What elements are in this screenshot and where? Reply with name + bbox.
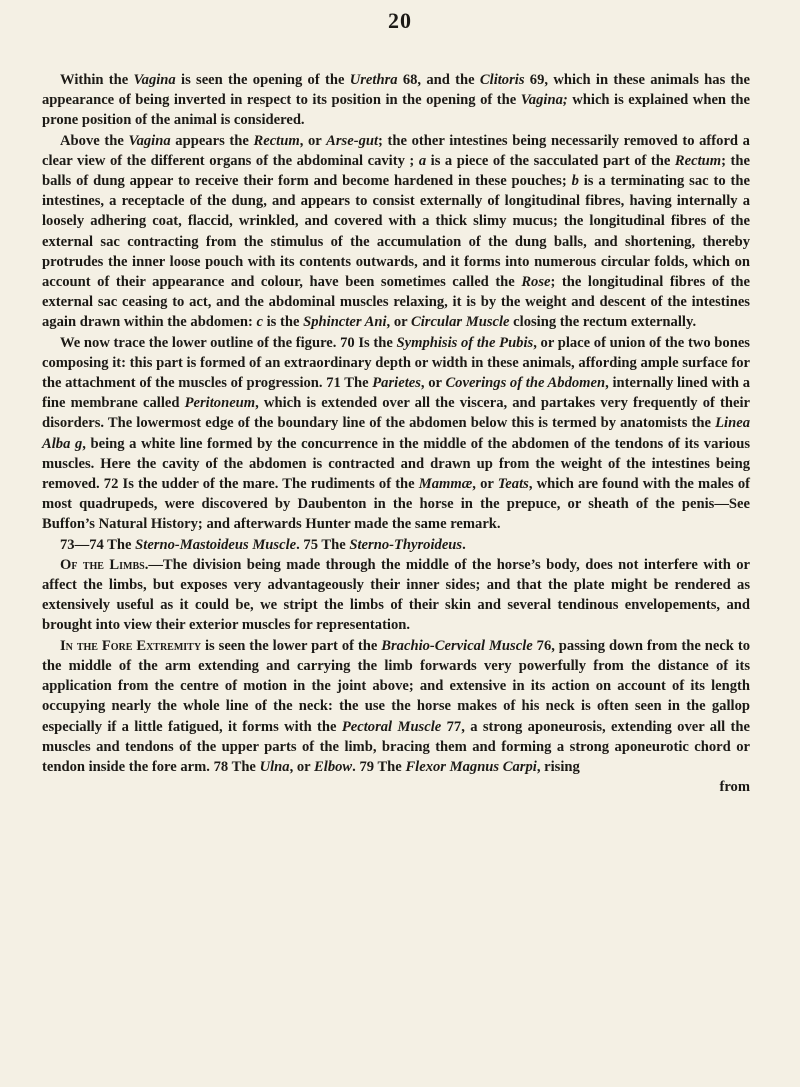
italic-term: Rectum	[253, 132, 300, 149]
italic-term: Sterno-Thyroideus	[349, 536, 463, 553]
text-run: Within the	[60, 72, 134, 88]
catchword: from	[719, 779, 750, 796]
italic-term: Vagina	[133, 72, 176, 88]
text-run: ; the longitudinal fibres of the external sac ceasing to act, and the abdominal muscles relaxing, it is by the weight and descent of the intestines again drawn within the abdomen:	[42, 274, 750, 331]
text-run: closing the rectum externally.	[509, 314, 697, 331]
text-run: is seen the opening of the	[175, 72, 350, 88]
text-run: , or	[289, 758, 315, 775]
text-run: , rising	[536, 758, 580, 775]
italic-term: Elbow	[314, 758, 353, 775]
text-run: Above the	[60, 132, 129, 149]
text-run: , being a white line formed by the concurrence in the middle of the abdomen of the tendons of its various muscles. Here the cavity of the abdomen is contracted and drawn up from the weight of the intestines being removed. 72 Is the udder of the mare. The rudiments of the	[42, 435, 750, 493]
italic-term: Rose	[521, 274, 551, 291]
text-run: ; the other intestines being necessarily removed to afford a clear view of the different organs of the abdominal cavity ;	[42, 132, 750, 169]
italic-term: c	[256, 314, 263, 331]
text-run: 68, and the	[397, 72, 480, 88]
text-run: 77, a strong aponeurosis, extending over all the muscles and tendons of the upper parts of the limb, bracing them and forming a strong aponeurotic chord or tendon inside the fore arm. 78 The	[42, 718, 751, 775]
paragraph	[42, 535, 750, 555]
text-run: , or	[299, 132, 327, 149]
italic-term: Peritoneum	[184, 395, 256, 412]
italic-term: b	[571, 173, 579, 190]
text-run: , which is extended over all the viscera, and partakes very frequently of their disorders. The lowermost edge of the boundary line of the abdomen below this is termed by anatomists the	[42, 395, 750, 432]
italic-term: Mammæ	[418, 476, 473, 493]
section-heading: Of the Limbs	[60, 556, 145, 573]
text-run: 69, which in these animals has the appearance of being inverted in respect to its position in the opening of the	[42, 72, 750, 109]
text-run: . 79 The	[352, 758, 406, 775]
italic-term: Arse-gut	[326, 132, 379, 149]
text-run: , or	[386, 314, 411, 331]
italic-term: Symphisis of the Pubis	[396, 334, 534, 351]
text-run: ; the balls of dung appear to receive their form and become hardened in these pouches;	[42, 152, 750, 190]
italic-term: Ulna	[259, 758, 290, 775]
text-run: .—The division being made through the middle of the horse’s body, does not interfere with or affect the limbs, but exposes very advantageously their inner sides; and that the plate might be rendered as extensively useful as it could be, we stript the limbs of their skin and several tendinous envelopements, and brought into view their exterior muscles for representation.	[42, 556, 751, 634]
paragraph	[42, 636, 750, 777]
italic-term: Flexor Magnus Carpi	[405, 758, 537, 775]
italic-term: Vagina;	[520, 92, 568, 109]
italic-term: Sphincter Ani	[303, 314, 387, 331]
italic-term: Brachio-Cervical Muscle	[381, 637, 533, 654]
italic-term: Coverings of the Abdomen	[445, 375, 606, 392]
text-run: . 75 The	[296, 536, 350, 553]
text-run: , internally lined with a fine membrane called	[42, 375, 751, 412]
italic-term: Vagina	[128, 132, 171, 149]
text-run: , which are found with the males of most quadrupeds, were discovered by Daubenton in the horse in the prepuce, or sheath of the penis—See Buffon’s Natural History; and afterwards Hunter made the same remark.	[42, 476, 750, 533]
text-run: is seen the lower part of the	[201, 637, 382, 654]
text-run: We now trace the lower outline of the figure. 70 Is the	[60, 334, 397, 351]
text-run: is the	[262, 314, 304, 331]
text-run: 73—74 The	[60, 536, 136, 553]
text-run: appears the	[170, 132, 254, 149]
italic-term: Circular Muscle	[410, 314, 510, 331]
text-run: 76, passing down from the neck to the middle of the arm extending and carrying the limb forwards very powerfully from the distance of its application from the centre of motion in the joint above; and extensive in its action on account of its length occupying nearly the whole line of the neck: the use the horse makes of his neck is often seen in the gallop especially if a little fatigued, it forms with the	[42, 637, 750, 735]
page-number: 20	[388, 8, 412, 33]
paragraph	[42, 555, 750, 636]
italic-term: Pectoral Muscle	[341, 718, 442, 735]
body-text	[42, 70, 750, 797]
paragraph	[42, 333, 750, 535]
text-run: , or place of union of the two bones composing it: this part is formed of an extraordinary depth or width in these animals, affording ample surface for the attachment of the muscles of progression. 71 The	[42, 334, 750, 392]
italic-term: Clitoris	[479, 72, 525, 88]
text-run: , or	[420, 375, 446, 392]
italic-term: a	[418, 152, 427, 169]
text-run: which is explained when the prone position of the animal is considered.	[42, 92, 750, 129]
text-run: , or	[472, 476, 498, 493]
paragraph	[42, 70, 750, 131]
italic-term: Sterno-Mastoideus Muscle	[135, 536, 297, 553]
text-run: is a terminating sac to the intestines, a receptacle of the dung, and appears to consist externally of longitudinal fibres, having internally a loosely adhering coat, flaccid, wrinkled, and covered with a thick slimy mucus; the longitudinal fibres of the external sac contracting from the stimulus of the accumulation of the dung balls, and shortening, thereby protrudes the inner loose pouch with its contents outwards, and it forms into numerous circular folds, which on account of their appearance and colour, have been sometimes called the	[42, 173, 750, 291]
italic-term: Rectum	[674, 152, 722, 169]
italic-term: Parietes	[372, 375, 421, 392]
text-run: .	[462, 536, 466, 553]
italic-term: Urethra	[349, 72, 398, 88]
paragraph	[42, 131, 750, 333]
italic-term: Linea Alba g	[42, 415, 750, 452]
text-run: is a piece of the sacculated part of the	[426, 152, 675, 169]
section-heading: In the Fore Extremity	[60, 637, 202, 654]
italic-term: Teats	[497, 476, 529, 493]
